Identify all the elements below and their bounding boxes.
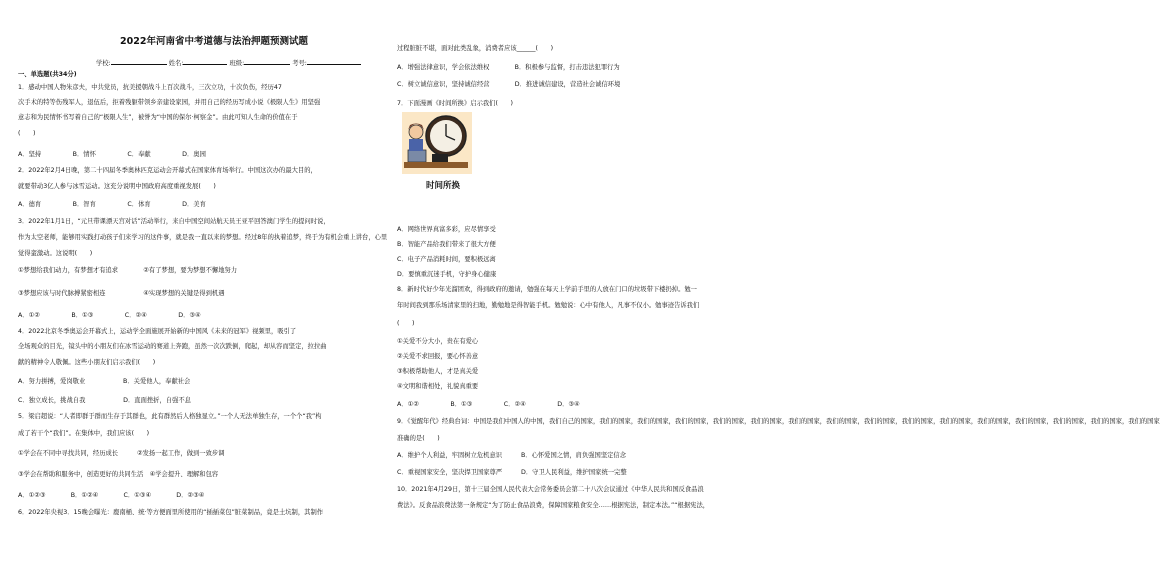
- statement-line: ②关爱不求回报，要心怀善意: [397, 353, 479, 360]
- text-line: 次手术的特等伤残军人，退伍后，拒着残躯带领乡亲建设家园，并用自己的经历写成小说《极限人生》用坚强: [18, 99, 321, 106]
- school-blank[interactable]: [111, 58, 167, 65]
- text-line: 7．下面漫画《时间所换》启示我们( ): [397, 100, 513, 107]
- statement-line: ①梦想给我们动力，有梦想才有追求 ②有了梦想，要为梦想不懈地努力: [18, 267, 238, 274]
- options-line: A．德育 B．智育 C．体育 D．美育: [18, 201, 206, 208]
- statement-line: ③梦想应该与时代脉搏紧密相连 ④实现梦想的关键是得到机遇: [18, 290, 225, 297]
- text-line: 就要带动3亿人参与冰雪运动。这充分说明中国政府高度重视发展( ): [18, 183, 216, 190]
- options-line: A．①②③ B．①②④ C．①③④ D．②③④: [18, 492, 205, 499]
- text-line: 觉得蛮激动。这说明( ): [18, 250, 93, 257]
- student-info-fields: [96, 58, 361, 68]
- statement-line: ①学会在不同中寻找共同，经历成长 ②发扬一起工作，做到一致步调: [18, 450, 225, 457]
- text-line: 4．2022北京冬季奥运会开幕式上，运动学全面施展开始新的中国风《未来的冠军》视频里，吸引了: [18, 328, 297, 335]
- options-line: A．增强法律意识，学会依法维权 B．积极参与监督，打击违法犯罪行为: [397, 64, 620, 71]
- option-line: D．要慎重沉迷手机，守护身心健康: [397, 271, 497, 278]
- options-line: C．树立诚信意识，坚持诚信经营 D．推进诚信建设，营造社会诚信环境: [397, 81, 621, 88]
- options-line: C．独立成长，挑战自我 D．直面挫折，自强不息: [18, 397, 191, 404]
- text-line: ( ): [397, 320, 415, 327]
- field-exam-number: 考号:: [292, 60, 307, 67]
- statement-line: ④文明和谐相处，礼貌真重要: [397, 383, 479, 390]
- text-line: 全场观众的目光，镜头中的小朋友们在冰雪运动的赛道上奔跑，虽然一次次跌倒，爬起，却从容而坚定，拉拉曲: [18, 343, 327, 350]
- cartoon-illustration: [402, 112, 472, 174]
- statement-line: ③积极帮助他人，才是真关爱: [397, 368, 479, 375]
- statement-line: ③学会在帮助和服务中，创造更好的共同生活 ④学会提升、理解和包容: [18, 471, 219, 478]
- text-line: 年时间我到那乐场清家里的扫地，勤勉地是得智能手机。勉勉说：心中有他人，凡事不仅小。勉事迹告诉我们: [397, 302, 700, 309]
- cartoon-caption: 时间所换: [426, 181, 461, 191]
- option-line: B．智能产品给我们带来了很大方便: [397, 241, 496, 248]
- options-line: A．①② B．①③ C．②④ D．③④: [18, 312, 201, 319]
- text-line: 准确的是( ): [397, 435, 440, 442]
- class-blank[interactable]: [244, 58, 290, 65]
- text-line: 8．新时代好少年光溜团欢，得到政府的邀请，勉强在每天上学前手里的人放在门口的垃圾带下楼扔掉。勉一: [397, 286, 697, 293]
- field-name: 姓名:: [168, 60, 184, 67]
- cartoon-image: [402, 112, 477, 204]
- options-line: A．①② B．①③ C．②④ D．③④: [397, 401, 580, 408]
- text-line: 10．2021年4月29日，第十三届全国人民代表大会常务委员会第二十八次会议通过《中华人民共和国反食品浪: [397, 486, 704, 493]
- text-line: ( ): [18, 130, 36, 137]
- options-line: A．维护个人利益，牢固树立危机意识 B．心怀爱国之情，肩负强国坚定信念: [397, 452, 627, 459]
- statement-line: ①关爱不分大小，贵在有爱心: [397, 338, 479, 345]
- text-line: 费法》。反食品浪费法第一条规定“为了防止食品浪费，保障国家粮食安全……根据宪法，制定本法。”“根据宪法，: [397, 502, 710, 509]
- text-line: 作为太空老师，能够用实践打动孩子们来学习的这件事，就是我一直以来的梦想。经过8年的执着追梦，终于为有机会重上讲台，心里: [18, 234, 388, 241]
- text-line: 1．感动中国人物朱彦夫，中共党员，抗美援朝战斗上百次战斗，三次立功，十次负伤，经历47: [18, 84, 282, 91]
- section-heading: 一、单选题(共34分): [18, 71, 77, 78]
- text-line: 5．梁启超说：“人者即群于群而生存于其群也，此有群然后人格独显立。”一个人无法单独生存，一个个“我”构: [18, 413, 322, 420]
- text-line: 意志和为民情怀书写着自己的“极限人生”，被誉为“中国的保尔·柯察金”。由此可知人生命的价值在于: [18, 114, 298, 121]
- text-line: 成了若干个“我们”。在集体中，我们应该( ): [18, 430, 150, 437]
- text-line: 献的精神令人敬佩。这些小朋友们启示我们( ): [18, 359, 156, 366]
- text-line: 6．2022年央视3．15晚会曝光：鹿南桶、统·等方便面里所使用的“插插菜包”脏菜制品，竟是土坑制，其制作: [18, 509, 324, 516]
- option-line: A．网络世界真富多彩，应尽情享受: [397, 226, 496, 233]
- text-line: 9．《觉醒年代》经典台词：中国是我们中国人的中国，我们自己的国家，我们的国家，我们的国家，我们的国家，我们的国家，我们的国家，我们的国家，我们的国家，我们的国家，我们的国家，我们的国家，我们的国家，我们的国家，我们的国家，我们的国家，我们的国家: [397, 418, 1160, 425]
- text-line: 过程脏脏不堪，面对此类乱象，消费者应该______( ): [397, 45, 554, 52]
- text-line: 3．2022年1月1日，“元旦带课漂天宫对话”活动举行，来自中国空间站航天员王亚平回答澳门学生的提问时说，: [18, 218, 330, 225]
- field-class: 班级:: [229, 60, 245, 67]
- name-blank[interactable]: [183, 58, 227, 65]
- field-school: 学校:: [96, 60, 111, 67]
- exam-number-blank[interactable]: [307, 58, 361, 65]
- paper-title: 2022年河南省中考道德与法治押题预测试题: [120, 36, 308, 47]
- options-line: A．坚持 B．情怀 C．奉献 D．奥园: [18, 151, 206, 158]
- text-line: 2．2022年2月4日晚，第二十四届冬季奥林匹克运动会开幕式在国家体育场举行。中国这次办的最大目的，: [18, 167, 317, 174]
- options-line: A．努力拼搏，爱岗敬业 B．关爱他人，奉献社会: [18, 378, 191, 385]
- options-line: C．重视国家安全，坚决捍卫国家尊严 D．守卫人民利益，维护国家统一完整: [397, 469, 627, 476]
- option-line: C．电子产品消耗时间，要积极远离: [397, 256, 496, 263]
